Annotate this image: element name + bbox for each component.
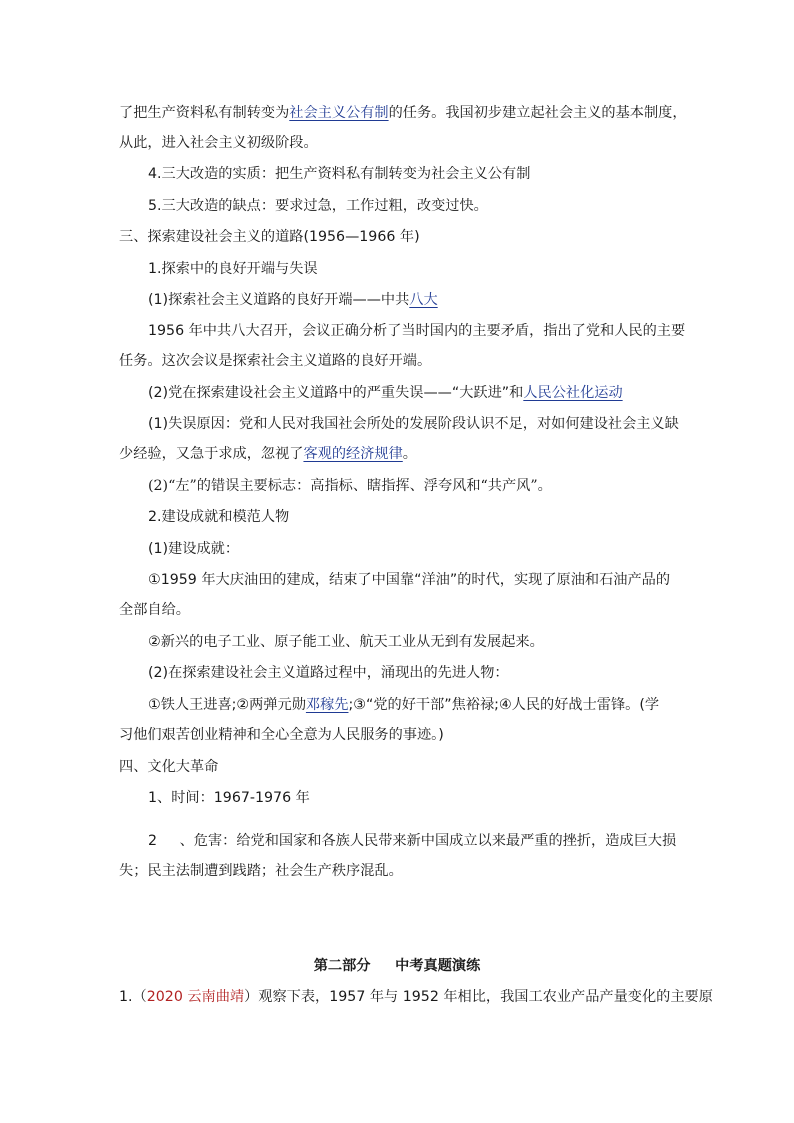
- list-item: 4.三大改造的实质：把生产资料私有制转变为社会主义公有制: [148, 166, 531, 182]
- list-item: (2)“左”的错误主要标志：高指标、瞎指挥、浮夸风和“共产风”。: [148, 478, 552, 494]
- list-item: (1)建设成就：: [148, 541, 240, 557]
- section-heading: 三、探索建设社会主义的道路(1956—1966 年): [119, 229, 420, 245]
- paragraph-line: 任务。这次会议是探索社会主义道路的良好开端。: [119, 353, 432, 369]
- subheading: 1.探索中的良好开端与失误: [148, 261, 318, 277]
- section-heading: 四、文化大革命: [119, 759, 219, 775]
- link-eighth-congress[interactable]: 八大: [409, 292, 438, 308]
- paragraph-line: 从此，进入社会主义初级阶段。: [119, 135, 318, 151]
- section-title: 第二部分 中考真题演练: [313, 958, 481, 974]
- list-item: (1)探索社会主义道路的良好开端——中共八大: [148, 292, 438, 308]
- list-item: ②新兴的电子工业、原子能工业、航天工业从无到有发展起来。: [148, 634, 544, 650]
- paragraph-line: 习他们艰苦创业精神和全心全意为人民服务的事迹。): [119, 727, 444, 743]
- paragraph-line: ①1959 年大庆油田的建成，结束了中国靠“洋油”的时代，实现了原油和石油产品的: [148, 572, 671, 588]
- list-item: 1、时间：1967-1976 年: [148, 790, 310, 806]
- paragraph-line: 失；民主法制遭到践踏；社会生产秩序混乱。: [119, 863, 403, 879]
- paragraph-line: 少经验，又急于求成，忽视了客观的经济规律。: [119, 446, 417, 462]
- paragraph-line: 1956 年中共八大召开，会议正确分析了当时国内的主要矛盾，指出了党和人民的主要: [148, 323, 686, 339]
- subheading: 2.建设成就和模范人物: [148, 509, 290, 525]
- link-socialist-public-ownership[interactable]: 社会主义公有制: [289, 105, 389, 121]
- link-economic-law[interactable]: 客观的经济规律: [303, 446, 403, 462]
- list-item: 5.三大改造的缺点：要求过急，工作过粗，改变过快。: [148, 198, 488, 214]
- link-deng-jiaxian[interactable]: 邓稼先: [305, 697, 349, 713]
- paragraph-line: 全部自给。: [119, 602, 190, 618]
- list-item: (2)在探索建设社会主义道路过程中，涌现出的先进人物：: [148, 665, 509, 681]
- question-item: 1.（2020 云南曲靖）观察下表，1957 年与 1952 年相比，我国工农业产品产量变化的主要原: [119, 989, 713, 1005]
- paragraph-line: (1)失误原因：党和人民对我国社会所处的发展阶段认识不足，对如何建设社会主义缺: [148, 416, 679, 432]
- paragraph-line: 了把生产资料私有制转变为社会主义公有制的任务。我国初步建立起社会主义的基本制度，: [119, 105, 687, 121]
- paragraph-line: ①铁人王进喜;②两弹元勋邓稼先;③“党的好干部”焦裕禄;④人民的好战士雷锋。(学: [148, 697, 660, 713]
- link-peoples-commune[interactable]: 人民公社化运动: [523, 385, 623, 401]
- question-source: 2020 云南曲靖: [146, 989, 245, 1005]
- paragraph-line: 2 、危害：给党和国家和各族人民带来新中国成立以来最严重的挫折，造成巨大损: [148, 833, 677, 849]
- list-item: (2)党在探索建设社会主义道路中的严重失误——“大跃进”和人民公社化运动: [148, 385, 623, 401]
